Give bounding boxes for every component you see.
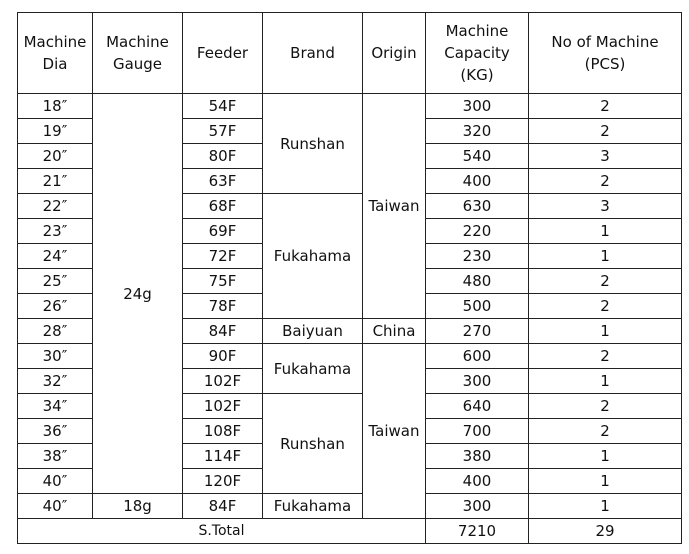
dia-cell: 23″ [18,219,93,244]
dia-cell: 25″ [18,269,93,294]
count-cell: 2 [529,394,682,419]
gauge-group-cell: 24g [93,94,183,494]
capacity-cell: 400 [426,469,529,494]
count-cell: 1 [529,319,682,344]
capacity-cell: 400 [426,169,529,194]
count-cell: 3 [529,144,682,169]
count-cell: 1 [529,244,682,269]
header-origin: Origin [363,13,426,94]
feeder-cell: 114F [183,444,263,469]
feeder-cell: 54F [183,94,263,119]
brand-group-cell: Fukahama [263,194,363,319]
capacity-cell: 300 [426,369,529,394]
machine-table [17,12,682,544]
table-row [18,494,682,519]
dia-cell: 21″ [18,169,93,194]
feeder-cell: 120F [183,469,263,494]
count-cell: 2 [529,94,682,119]
dia-cell: 26″ [18,294,93,319]
gauge-group-cell: 18g [93,494,183,519]
count-cell: 1 [529,469,682,494]
count-cell: 2 [529,294,682,319]
feeder-cell: 90F [183,344,263,369]
dia-cell: 20″ [18,144,93,169]
dia-cell: 34″ [18,394,93,419]
feeder-cell: 84F [183,319,263,344]
capacity-cell: 600 [426,344,529,369]
header-machine-count: No of Machine (PCS) [529,13,682,94]
capacity-cell: 270 [426,319,529,344]
brand-group-cell: Runshan [263,94,363,194]
feeder-cell: 78F [183,294,263,319]
dia-cell: 24″ [18,244,93,269]
header-brand: Brand [263,13,363,94]
header-machine-dia: Machine Dia [18,13,93,94]
feeder-cell: 68F [183,194,263,219]
count-cell: 2 [529,169,682,194]
origin-group-cell: Taiwan [363,94,426,319]
header-row [18,13,682,94]
capacity-cell: 230 [426,244,529,269]
brand-group-cell: Runshan [263,394,363,494]
count-cell: 1 [529,369,682,394]
dia-cell: 19″ [18,119,93,144]
dia-cell: 40″ [18,469,93,494]
capacity-cell: 700 [426,419,529,444]
header-feeder: Feeder [183,13,263,94]
feeder-cell: 102F [183,394,263,419]
dia-cell: 30″ [18,344,93,369]
dia-cell: 28″ [18,319,93,344]
dia-cell: 36″ [18,419,93,444]
count-cell: 2 [529,344,682,369]
count-cell: 2 [529,419,682,444]
dia-cell: 38″ [18,444,93,469]
count-cell: 2 [529,119,682,144]
feeder-cell: 84F [183,494,263,519]
total-row [18,519,682,544]
count-cell: 3 [529,194,682,219]
capacity-cell: 640 [426,394,529,419]
brand-group-cell: Fukahama [263,494,363,519]
table-row [18,94,682,119]
dia-cell: 40″ [18,494,93,519]
dia-cell: 32″ [18,369,93,394]
capacity-cell: 630 [426,194,529,219]
origin-group-cell: China [363,319,426,344]
dia-cell: 22″ [18,194,93,219]
capacity-cell: 300 [426,494,529,519]
count-cell: 1 [529,219,682,244]
brand-group-cell: Fukahama [263,344,363,394]
feeder-cell: 69F [183,219,263,244]
total-capacity: 7210 [426,519,529,544]
feeder-cell: 102F [183,369,263,394]
feeder-cell: 72F [183,244,263,269]
total-label: S.Total [18,519,426,544]
header-machine-capacity: Machine Capacity (KG) [426,13,529,94]
origin-group-cell: Taiwan [363,344,426,519]
feeder-cell: 80F [183,144,263,169]
feeder-cell: 75F [183,269,263,294]
brand-group-cell: Baiyuan [263,319,363,344]
feeder-cell: 63F [183,169,263,194]
dia-cell: 18″ [18,94,93,119]
capacity-cell: 540 [426,144,529,169]
header-machine-gauge: Machine Gauge [93,13,183,94]
capacity-cell: 380 [426,444,529,469]
count-cell: 1 [529,494,682,519]
total-count: 29 [529,519,682,544]
feeder-cell: 108F [183,419,263,444]
capacity-cell: 300 [426,94,529,119]
capacity-cell: 320 [426,119,529,144]
capacity-cell: 480 [426,269,529,294]
capacity-cell: 220 [426,219,529,244]
count-cell: 2 [529,269,682,294]
feeder-cell: 57F [183,119,263,144]
count-cell: 1 [529,444,682,469]
capacity-cell: 500 [426,294,529,319]
